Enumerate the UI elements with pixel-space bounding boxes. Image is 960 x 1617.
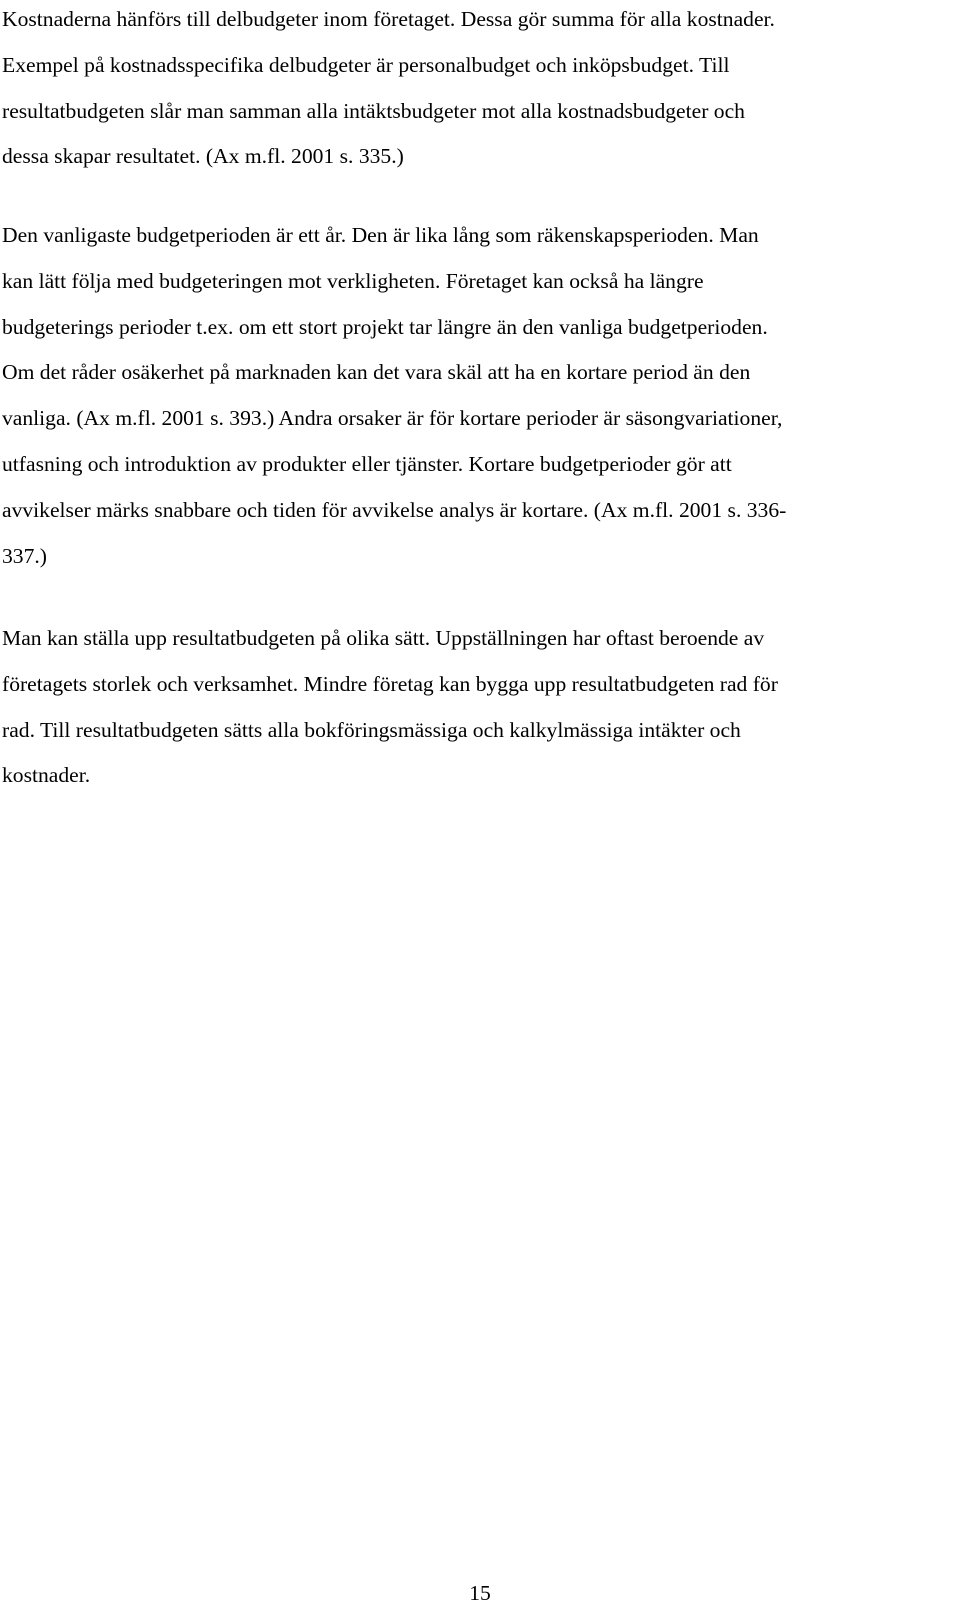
text-line: kan lätt följa med budgeteringen mot verkligheten. Företaget kan också ha längre [2, 268, 704, 293]
text-line: Om det råder osäkerhet på marknaden kan det vara skäl att ha en kortare period än den [2, 360, 751, 385]
text-line: kostnader. [2, 763, 91, 788]
text-line: avvikelser märks snabbare och tiden för avvikelse analys är kortare. (Ax m.fl. 2001 s. 336- [2, 497, 787, 522]
text-line: vanliga. (Ax m.fl. 2001 s. 393.) Andra orsaker är för kortare perioder är säsongvariationer, [2, 406, 783, 431]
text-line: Exempel på kostnadsspecifika delbudgeter är personalbudget och inköpsbudget. Till [2, 52, 730, 77]
text-line: dessa skapar resultatet. (Ax m.fl. 2001 s. 335.) [2, 144, 404, 169]
text-line: resultatbudgeten slår man samman alla intäktsbudgeter mot alla kostnadsbudgeter och [2, 98, 745, 123]
text-line: Kostnaderna hänförs till delbudgeter inom företaget. Dessa gör summa för alla kostnader. [2, 7, 775, 31]
text-line: företagets storlek och verksamhet. Mindre företag kan bygga upp resultatbudgeten rad för [2, 671, 778, 696]
text-line: Den vanligaste budgetperioden är ett år. Den är lika lång som räkenskapsperioden. Man [2, 223, 759, 247]
paragraph-budget-costs [2, 0, 954, 180]
paragraph-budget-period [2, 213, 954, 579]
text-line: rad. Till resultatbudgeten sätts alla bokföringsmässiga och kalkylmässiga intäkter och [2, 717, 741, 742]
text-line: 337.) [2, 543, 47, 568]
page-number: 15 [469, 1581, 491, 1605]
text-line: Man kan ställa upp resultatbudgeten på olika sätt. Uppställningen har oftast beroende av [2, 626, 765, 650]
text-line: budgeterings perioder t.ex. om ett stort projekt tar längre än den vanliga budgetperioden. [2, 314, 768, 339]
text-line: utfasning och introduktion av produkter eller tjänster. Kortare budgetperioder gör att [2, 451, 732, 476]
paragraph-result-budget-setup [2, 616, 954, 799]
